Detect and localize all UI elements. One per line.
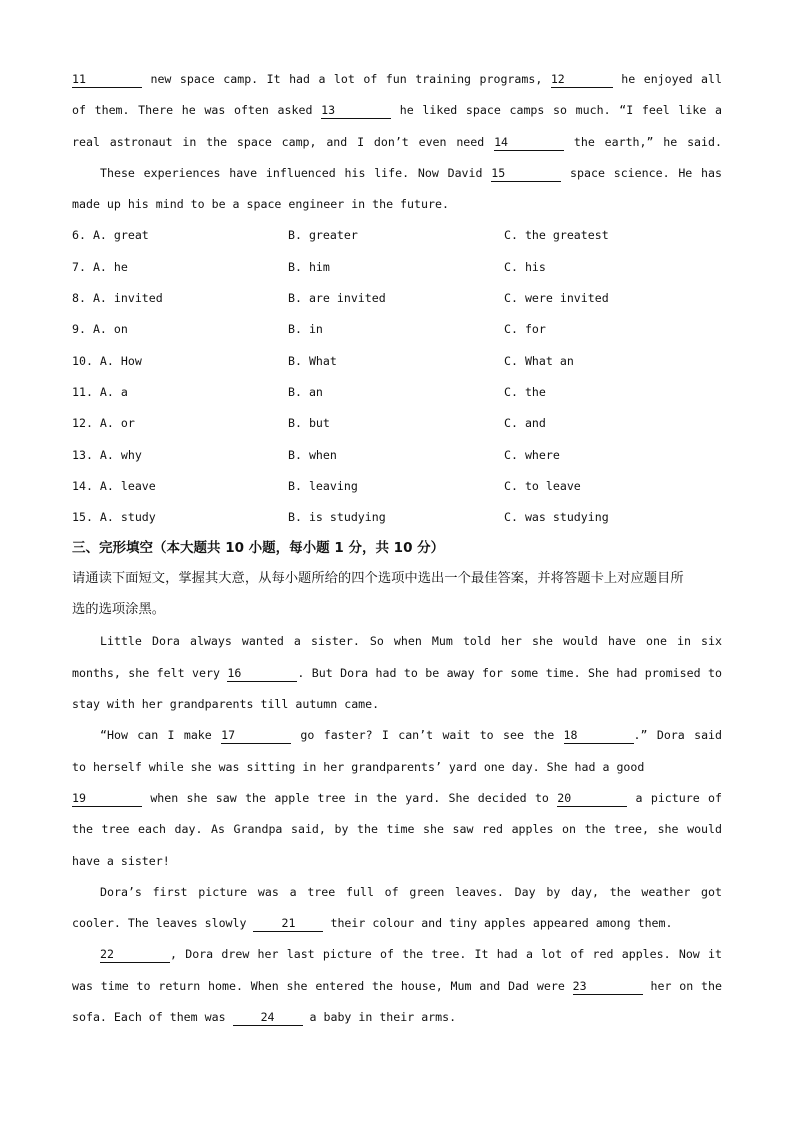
passage-text: he liked space camps so much. “I feel like a bbox=[391, 103, 722, 118]
question-row bbox=[72, 350, 722, 381]
option-a[interactable]: 6. A. great bbox=[72, 228, 149, 243]
blank-15[interactable]: 15 bbox=[491, 166, 561, 182]
option-b[interactable]: B. an bbox=[288, 384, 323, 399]
option-b[interactable]: B. when bbox=[288, 447, 337, 462]
blank-11[interactable]: 11 bbox=[72, 72, 142, 88]
passage-text: space science. He has bbox=[561, 165, 722, 180]
passage-line bbox=[72, 975, 722, 1006]
passage-line: made up his mind to be a space engineer in the future. bbox=[72, 197, 449, 212]
question-row bbox=[72, 444, 722, 475]
option-c[interactable]: C. for bbox=[504, 322, 546, 337]
passage-text: .” Dora said bbox=[633, 728, 722, 743]
question-row bbox=[72, 256, 722, 287]
passage-1 bbox=[72, 68, 722, 224]
option-c[interactable]: C. the bbox=[504, 384, 546, 399]
passage-text: of them. There he was often asked bbox=[72, 103, 322, 118]
blank-20[interactable]: 20 bbox=[557, 791, 627, 807]
option-c[interactable]: C. was studying bbox=[504, 510, 609, 525]
passage-text: her on the bbox=[642, 978, 722, 993]
option-c[interactable]: C. where bbox=[504, 447, 560, 462]
blank-18[interactable]: 18 bbox=[564, 728, 634, 744]
passage-line bbox=[72, 131, 722, 162]
blank-22[interactable]: 22 bbox=[100, 947, 170, 963]
passage-line: to herself while she was sitting in her grandparents’ yard one day. She had a good bbox=[72, 759, 645, 774]
question-row bbox=[72, 412, 722, 443]
option-b[interactable]: B. What bbox=[288, 353, 337, 368]
passage-line: Dora’s first picture was a tree full of green leaves. Day by day, the weather got bbox=[100, 884, 722, 899]
option-a[interactable]: 7. A. he bbox=[72, 259, 128, 274]
passage-line bbox=[72, 662, 722, 693]
option-a[interactable]: 15. A. study bbox=[72, 510, 156, 525]
option-c[interactable]: C. were invited bbox=[504, 291, 609, 306]
option-a[interactable]: 9. A. on bbox=[72, 322, 128, 337]
passage-text: their colour and tiny apples appeared among them. bbox=[323, 916, 673, 931]
passage-line bbox=[72, 162, 722, 193]
blank-21[interactable]: 21 bbox=[253, 916, 323, 932]
option-a[interactable]: 14. A. leave bbox=[72, 478, 156, 493]
question-row bbox=[72, 287, 722, 318]
passage-text: “How can I make bbox=[100, 728, 222, 743]
blank-24[interactable]: 24 bbox=[233, 1010, 303, 1026]
passage-line bbox=[72, 943, 722, 974]
question-row bbox=[72, 506, 722, 537]
passage-line: the tree each day. As Grandpa said, by the time she saw red apples on the tree, she would bbox=[72, 822, 722, 837]
passage-text: go faster? I can’t wait to see the bbox=[291, 728, 564, 743]
passage-text: . But Dora had to be away for some time. She had promised to bbox=[297, 665, 722, 680]
option-b[interactable]: B. is studying bbox=[288, 510, 386, 525]
blank-12[interactable]: 12 bbox=[551, 72, 613, 88]
passage-line bbox=[72, 912, 722, 943]
option-b[interactable]: B. in bbox=[288, 322, 323, 337]
question-row bbox=[72, 318, 722, 349]
passage-text: real astronaut in the space camp, and I don’t even need bbox=[72, 134, 495, 149]
option-a[interactable]: 11. A. a bbox=[72, 384, 128, 399]
passage-text: , Dora drew her last picture of the tree. It had a lot of red apples. Now it bbox=[170, 947, 722, 962]
question-row bbox=[72, 475, 722, 506]
passage-text: a picture of bbox=[627, 790, 722, 805]
passage-text: sofa. Each of them was bbox=[72, 1010, 233, 1025]
blank-17[interactable]: 17 bbox=[221, 728, 291, 744]
option-c[interactable]: C. and bbox=[504, 416, 546, 431]
option-b[interactable]: B. leaving bbox=[288, 478, 358, 493]
blank-23[interactable]: 23 bbox=[573, 979, 643, 995]
option-b[interactable]: B. greater bbox=[288, 228, 358, 243]
passage-text: was time to return home. When she entered the house, Mum and Dad were bbox=[72, 978, 573, 993]
passage-text: he enjoyed all bbox=[612, 72, 722, 86]
passage-line bbox=[72, 99, 722, 130]
option-a[interactable]: 10. A. How bbox=[72, 353, 142, 368]
passage-2 bbox=[72, 630, 722, 1037]
option-b[interactable]: B. are invited bbox=[288, 291, 386, 306]
passage-line: Little Dora always wanted a sister. So when Mum told her she would have one in six bbox=[100, 634, 722, 649]
section-heading: 三、完形填空（本大题共 10 小题，每小题 1 分，共 10 分） bbox=[72, 540, 445, 557]
passage-text: a baby in their arms. bbox=[302, 1010, 457, 1025]
option-a[interactable]: 13. A. why bbox=[72, 447, 142, 462]
blank-13[interactable]: 13 bbox=[321, 103, 391, 119]
passage-line bbox=[72, 724, 722, 755]
option-b[interactable]: B. him bbox=[288, 259, 330, 274]
question-row bbox=[72, 381, 722, 412]
passage-text: when she saw the apple tree in the yard. She decided to bbox=[142, 790, 558, 805]
page-content bbox=[72, 68, 722, 1037]
section-instructions: 选的选项涂黑。 bbox=[72, 602, 166, 618]
option-a[interactable]: 8. A. invited bbox=[72, 291, 163, 306]
passage-text: the earth,” he said. bbox=[564, 134, 722, 149]
passage-line bbox=[72, 787, 722, 818]
option-b[interactable]: B. but bbox=[288, 416, 330, 431]
question-options-list bbox=[72, 224, 722, 537]
blank-16[interactable]: 16 bbox=[227, 666, 297, 682]
passage-line bbox=[72, 1006, 722, 1037]
option-c[interactable]: C. What an bbox=[504, 353, 574, 368]
passage-line: have a sister! bbox=[72, 853, 170, 868]
blank-19[interactable]: 19 bbox=[72, 791, 142, 807]
passage-line bbox=[72, 68, 722, 99]
passage-text: These experiences have influenced his life. Now David bbox=[100, 165, 492, 180]
option-c[interactable]: C. to leave bbox=[504, 478, 581, 493]
section-instructions: 请通读下面短文，掌握其大意，从每小题所给的四个选项中选出一个最佳答案，并将答题卡上对应题目所 bbox=[72, 571, 684, 587]
passage-text: months, she felt very bbox=[72, 665, 228, 680]
option-a[interactable]: 12. A. or bbox=[72, 416, 135, 431]
question-row bbox=[72, 224, 722, 255]
option-c[interactable]: C. his bbox=[504, 259, 546, 274]
passage-text: cooler. The leaves slowly bbox=[72, 916, 254, 931]
option-c[interactable]: C. the greatest bbox=[504, 228, 609, 243]
passage-line: stay with her grandparents till autumn came. bbox=[72, 697, 380, 712]
blank-14[interactable]: 14 bbox=[494, 135, 564, 151]
passage-text: new space camp. It had a lot of fun training programs, bbox=[142, 72, 551, 86]
